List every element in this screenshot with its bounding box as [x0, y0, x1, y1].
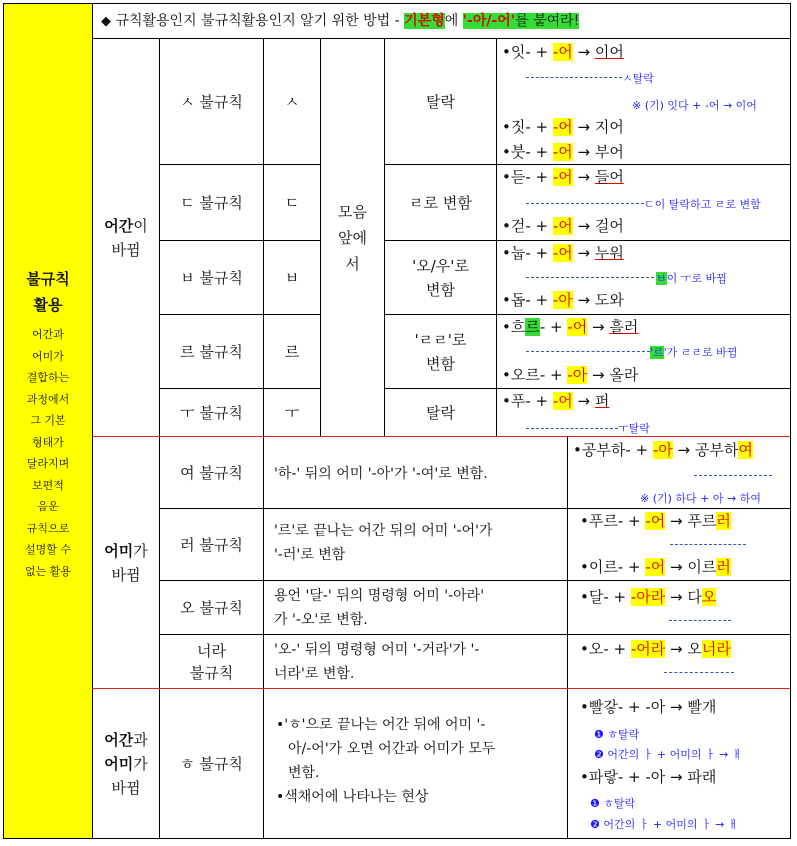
- rule-name-s: ㅅ 불규칙: [180, 93, 243, 111]
- condition-line1: 모음: [338, 202, 367, 221]
- left-panel-desc-line: 없는 활용: [24, 564, 71, 578]
- header-prefix: 규칙활용인지 불규칙활용인지 알기 위한 방법 -: [115, 13, 405, 29]
- header-basic-form: 기본형: [404, 13, 445, 29]
- group-ending-bold: 어미: [104, 541, 134, 560]
- header-middle: 에: [444, 13, 463, 29]
- left-panel-description: [4, 324, 92, 582]
- left-panel-desc-line: 형태가: [32, 435, 64, 449]
- group-ending-line2: 바뀜: [111, 565, 141, 584]
- rule-name-u: ㅜ 불규칙: [180, 404, 243, 422]
- group-both-line3: 바뀜: [111, 778, 141, 797]
- left-panel: [4, 4, 92, 838]
- note-s-2: ※ (기) 잇다 + -어 → 이어: [632, 99, 757, 112]
- desc-neora: '오-' 뒤의 명령형 어미 '-거라'가 '- 너라'로 변함.: [274, 642, 480, 682]
- note-h-2a: ❶ ㅎ탈락: [590, 797, 636, 810]
- example-neora-1: •오- + -어라 → 오너라: [580, 640, 731, 658]
- header-eo-a: '-아/-어': [462, 13, 516, 29]
- note-h-1a: ❶ ㅎ탈락: [594, 728, 640, 741]
- jamo-b: ㅂ: [284, 269, 300, 287]
- example-u-1: •푸- + -어 → 퍼: [502, 392, 610, 410]
- note-b-1: ㅂ이 ㅜ로 바뀜: [656, 272, 727, 285]
- group-stem-bold: 어간: [104, 216, 134, 235]
- note-s-1: ㅅ탈락: [622, 72, 654, 85]
- example-h-1: •빨갛- + -아 → 빨개: [580, 698, 717, 716]
- group-both-change: [93, 689, 159, 838]
- left-panel-desc-line: 음운: [37, 500, 59, 513]
- jamo-s: ㅅ: [284, 93, 300, 111]
- group-stem-line2: 바뀜: [111, 240, 141, 259]
- change-d: ㄹ로 변함: [409, 194, 472, 212]
- left-panel-desc-line: 어미가: [32, 349, 64, 363]
- diamond-icon: ◆: [101, 14, 111, 29]
- left-panel-desc-line: 결합하는: [26, 371, 70, 384]
- rule-name-neora: 너라 불규칙: [189, 641, 234, 682]
- jamo-reu: 르: [284, 343, 300, 361]
- rule-name-reu: 르 불규칙: [180, 343, 243, 361]
- example-s-3: •붓- + -어 → 부어: [502, 143, 624, 161]
- change-b: '오/우'로 변함: [412, 256, 469, 299]
- note-h-2b: ❷ 어간의 ㅏ + 어미의 ㅏ → ㅐ: [590, 818, 739, 831]
- note-yeo-1: ※ (기) 하다 + 아 → 하여: [640, 492, 761, 505]
- desc-yeo: '하-' 뒤의 어미 '-아'가 '-여'로 변함.: [274, 465, 488, 482]
- rule-name-d: ㄷ 불규칙: [180, 194, 243, 212]
- rule-name-h: ㅎ 불규칙: [180, 755, 243, 773]
- example-yeo-1: •공부하- + -아 → 공부하여: [573, 441, 753, 459]
- left-panel-title-line2: 활용: [33, 296, 63, 314]
- condition-line3: 서: [345, 254, 360, 273]
- example-b-1: •눕- + -어 → 누워: [502, 244, 624, 262]
- rule-name-o: 오 불규칙: [180, 599, 243, 617]
- condition-vowel: [321, 39, 384, 436]
- example-reu-1: •흐르- + -어 → 흘러: [502, 318, 639, 336]
- desc-reo: '르'로 끝나는 어간 뒤의 어미 '-어'가 '-러'로 변함: [274, 523, 493, 563]
- group-both-line2-bold: 어미: [104, 754, 134, 773]
- example-o-1: •달- + -아라 → 다오: [580, 588, 717, 606]
- group-both-line2-rest: 가: [133, 754, 148, 773]
- example-s-2: •짓- + -어 → 지어: [502, 118, 624, 136]
- note-h-1b: ❷ 어간의 ㅏ + 어미의 ㅏ → ㅐ: [594, 748, 743, 761]
- rule-name-yeo: 여 불규칙: [180, 464, 243, 482]
- example-reo-2: •이르- + -어 → 이르러: [580, 558, 731, 576]
- condition-line2: 앞에: [338, 228, 367, 247]
- header-banner: [93, 4, 790, 38]
- change-reu: 'ㄹㄹ'로 변함: [414, 330, 467, 373]
- note-reu-1: '르'가 ㄹㄹ로 바뀜: [650, 346, 738, 359]
- rule-name-b: ㅂ 불규칙: [180, 269, 243, 287]
- left-panel-desc-line: 달라지며: [26, 457, 70, 470]
- change-s: 탈락: [426, 93, 455, 111]
- example-s-1: •잇- + -어 → 이어: [502, 43, 624, 61]
- grammar-table: [3, 3, 791, 839]
- left-panel-desc-line: 규칙으로: [26, 521, 70, 535]
- group-ending-rest: 가: [133, 541, 148, 560]
- desc-o: 용언 '달-' 뒤의 명령형 어미 '-아라' 가 '-오'로 변함.: [274, 588, 485, 628]
- group-both-line1-rest: 과: [133, 730, 148, 749]
- left-panel-desc-line: 설명할 수: [24, 543, 71, 556]
- rule-name-reo: 러 불규칙: [180, 536, 243, 554]
- desc-h: •'ㅎ'으로 끝나는 어간 뒤에 어미 '- 아/-어'가 오면 어간과 어미가 모두 변함. •색채어에 나타나는 현상: [276, 717, 496, 805]
- group-both-line1-bold: 어간: [104, 730, 134, 749]
- left-panel-desc-line: 그 기본: [30, 414, 66, 427]
- example-h-2: •파랗- + -아 → 파래: [580, 768, 717, 786]
- jamo-d: ㄷ: [284, 194, 300, 212]
- note-d-1: ㄷ이 탈락하고 ㄹ로 변함: [644, 198, 761, 211]
- example-b-2: •돕- + -아 → 도와: [502, 291, 624, 309]
- left-panel-title-line1: 불규칙: [26, 270, 70, 288]
- left-panel-desc-line: 어간과: [32, 328, 64, 341]
- example-reo-1: •푸르- + -어 → 푸르러: [580, 512, 731, 530]
- note-u-1: ㅜ탈락: [618, 422, 650, 435]
- group-ending-change: [93, 437, 159, 688]
- group-stem-change: [93, 39, 159, 436]
- change-u: 탈락: [426, 404, 455, 422]
- example-reu-2: •오르- + -아 → 올라: [502, 366, 639, 384]
- left-panel-desc-line: 보편적: [32, 478, 64, 492]
- left-panel-desc-line: 과정에서: [26, 392, 70, 406]
- example-d-2: •걷- + -어 → 걸어: [502, 217, 624, 235]
- group-stem-rest: 이: [133, 216, 148, 235]
- example-d-1: •듣- + -어 → 들어: [502, 168, 624, 186]
- header-suffix: 를 붙여라!: [515, 13, 580, 29]
- jamo-u: ㅜ: [284, 404, 300, 422]
